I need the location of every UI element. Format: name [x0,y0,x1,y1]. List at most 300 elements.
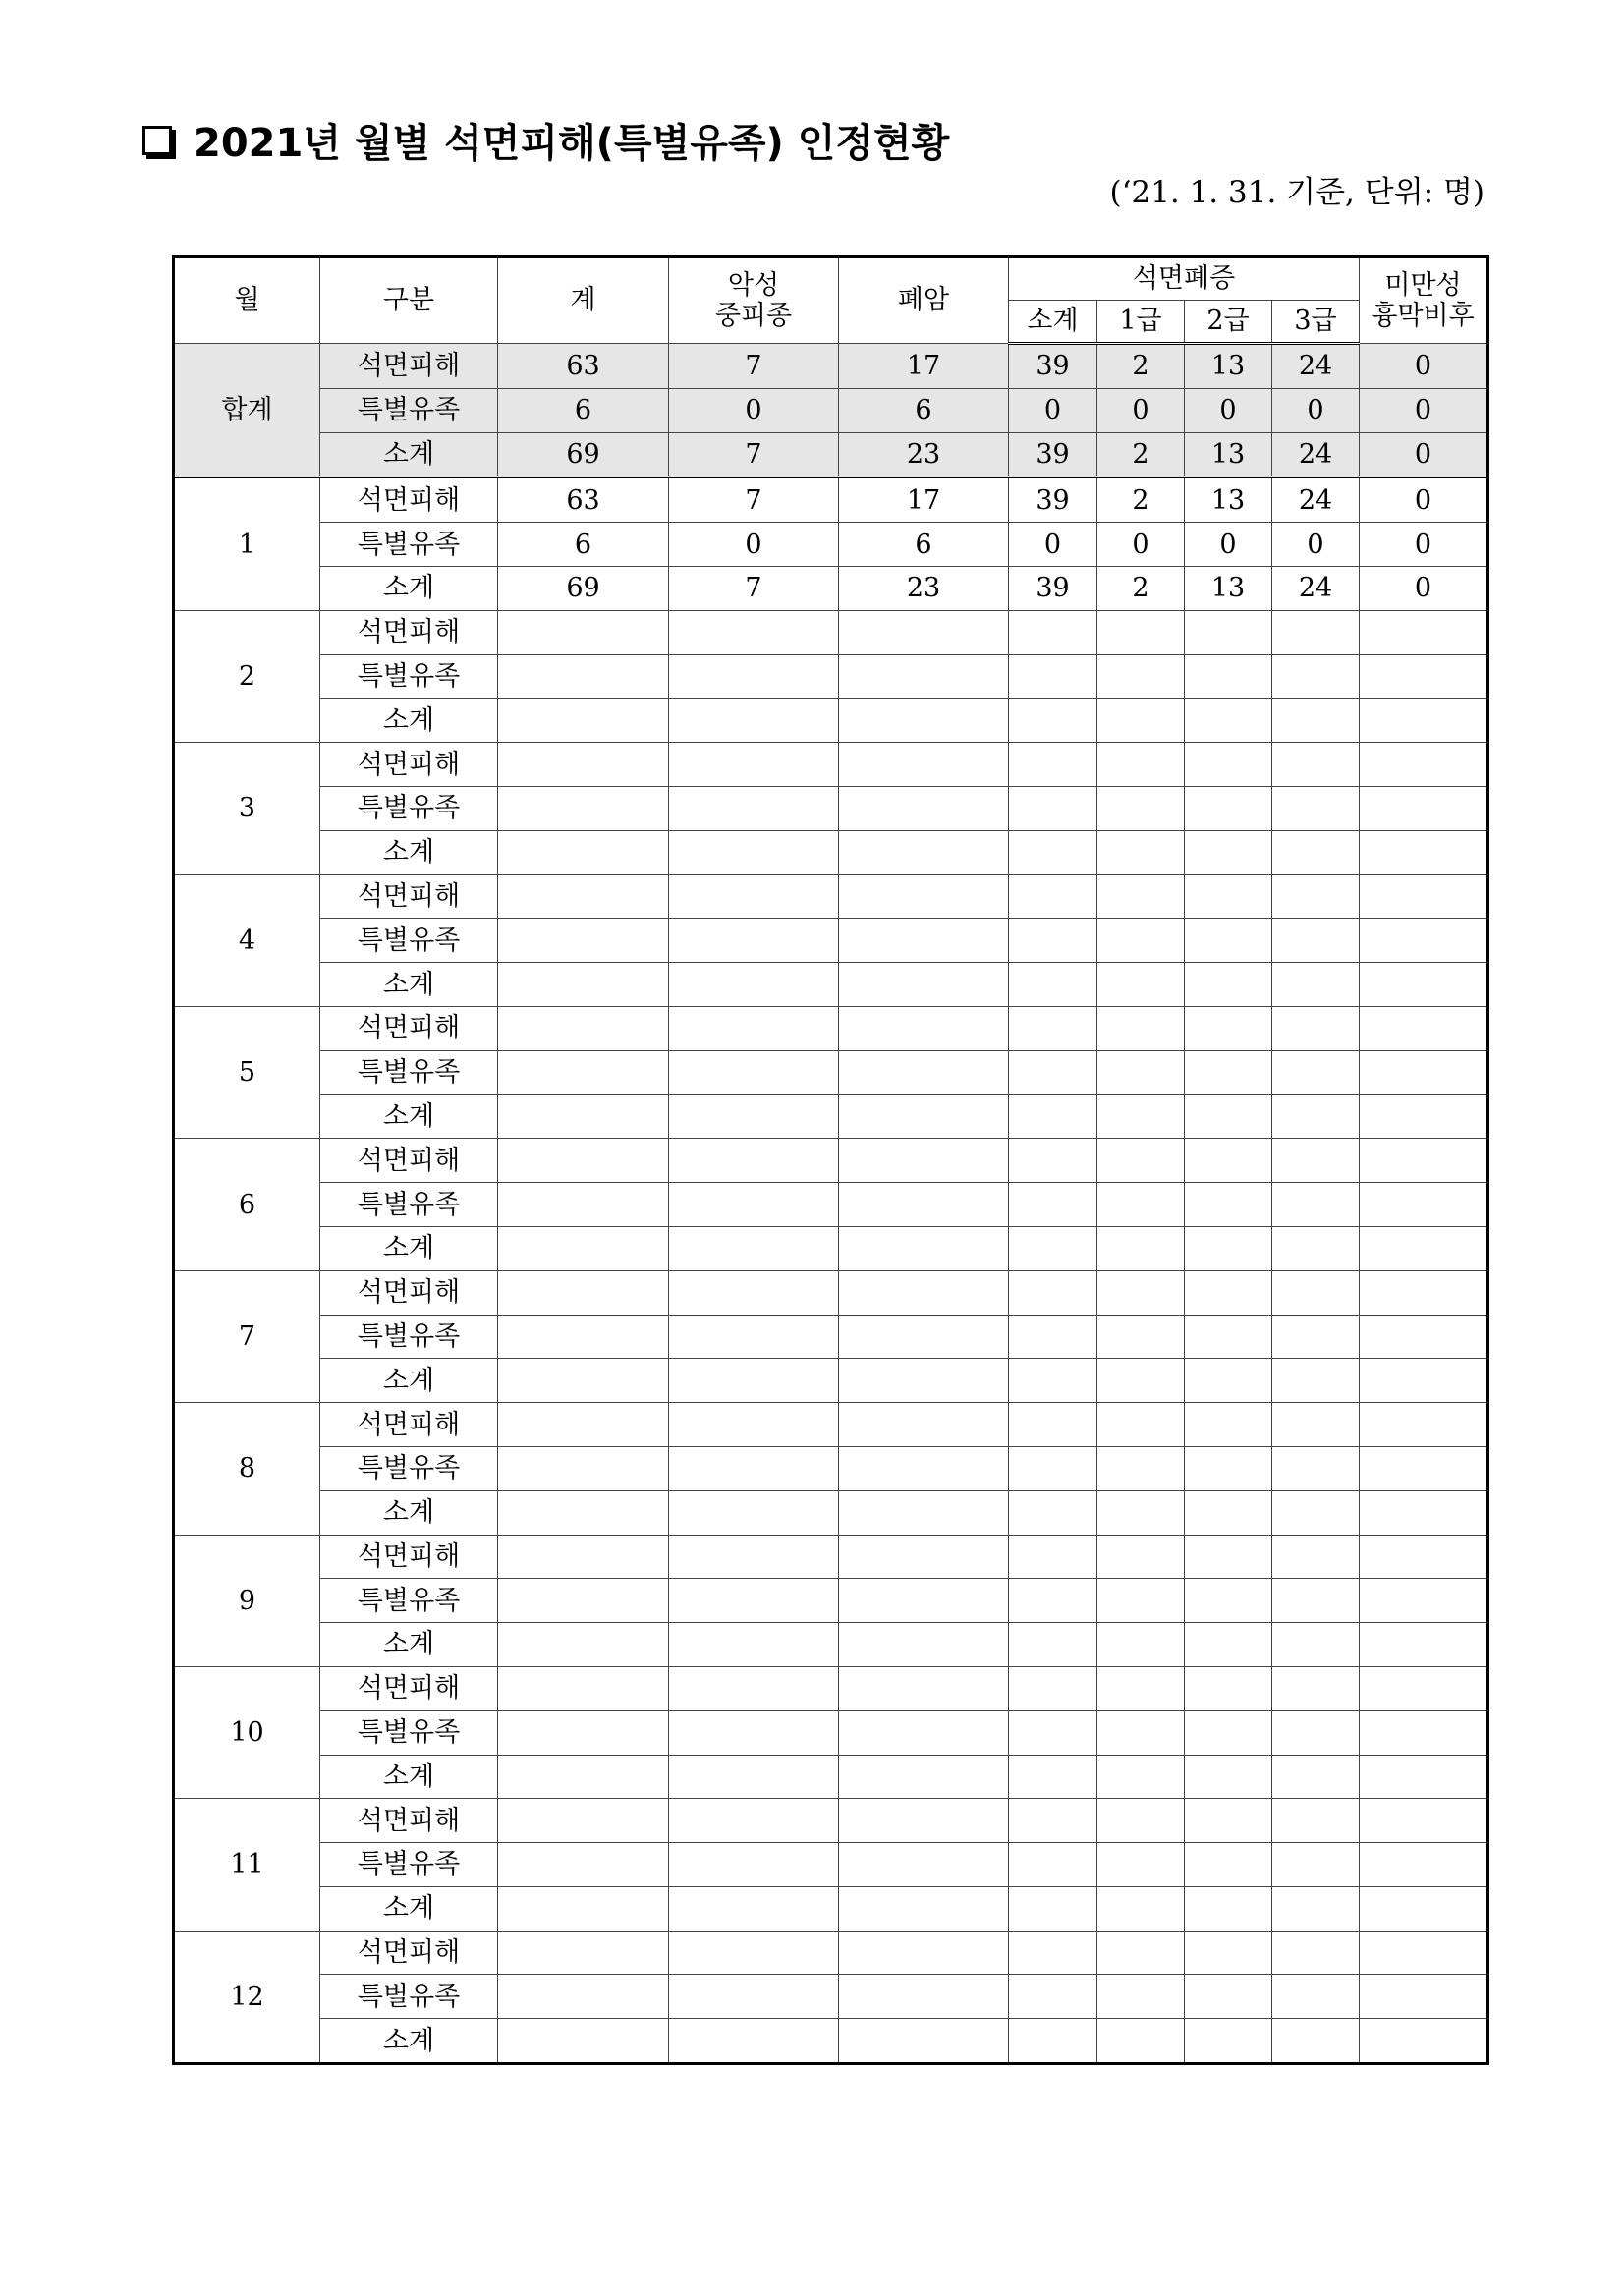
table-row [175,874,1487,919]
table-cell [669,1403,839,1447]
table-cell [1360,1490,1487,1535]
table-cell [669,1710,839,1755]
table-cell [1097,654,1185,699]
table-cell [1097,1226,1185,1270]
table-row [175,1183,1487,1227]
table-cell: 6 [839,523,1009,567]
table-cell [498,874,669,919]
table-cell [1009,699,1097,743]
table-cell [1272,963,1360,1007]
table-cell [1009,1446,1097,1490]
table-row [175,830,1487,874]
row-label: 특별유족 [320,786,498,830]
row-label: 소계 [320,1359,498,1403]
table-cell [1185,1359,1272,1403]
table-row [175,1755,1487,1799]
table-cell: 69 [498,566,669,610]
table-cell: 0 [1009,523,1097,567]
table-cell: 0 [669,523,839,567]
month-label: 3 [175,743,320,874]
table-cell [1272,1094,1360,1139]
table-cell: 39 [1009,344,1097,389]
table-cell [1185,1666,1272,1710]
table-cell: 23 [839,566,1009,610]
table-cell: 0 [1360,344,1487,389]
row-label: 소계 [320,699,498,743]
table-cell: 7 [669,566,839,610]
table-cell [669,654,839,699]
month-label: 5 [175,1006,320,1138]
row-label: 특별유족 [320,1843,498,1887]
table-cell [669,1931,839,1975]
table-cell: 0 [1360,432,1487,477]
table-cell: 2 [1097,477,1185,523]
table-cell [498,1270,669,1315]
table-cell [1009,1710,1097,1755]
table-cell [839,1315,1009,1359]
row-label: 석면피해 [320,1666,498,1710]
row-label: 석면피해 [320,1139,498,1183]
table-cell: 0 [1097,388,1185,432]
table-cell [669,1446,839,1490]
table-cell [669,1315,839,1359]
table-cell [1360,786,1487,830]
table-cell [1272,654,1360,699]
table-cell [1009,1226,1097,1270]
table-cell [1360,1535,1487,1579]
table-cell: 39 [1009,432,1097,477]
table-cell [1009,963,1097,1007]
header-month: 월 [175,258,320,344]
table-cell [498,1094,669,1139]
table-cell [1272,1359,1360,1403]
table-cell [1097,1755,1185,1799]
table-cell [839,1623,1009,1667]
table-cell [1360,1050,1487,1094]
table-cell: 17 [839,344,1009,389]
table-row [175,1843,1487,1887]
table-cell [1009,1359,1097,1403]
table-cell [669,1139,839,1183]
table-cell [1009,1050,1097,1094]
table-cell [839,963,1009,1007]
table-cell [1272,874,1360,919]
table-cell [1272,919,1360,963]
table-cell [1009,919,1097,963]
row-label: 특별유족 [320,1050,498,1094]
table-cell [1009,1623,1097,1667]
table-cell [1272,1006,1360,1050]
table-cell [1360,1183,1487,1227]
row-label: 특별유족 [320,1579,498,1623]
table-cell [839,699,1009,743]
table-cell [1360,654,1487,699]
table-cell: 0 [1272,523,1360,567]
header-asbestosis-grade3: 3급 [1272,301,1360,344]
table-cell: 0 [1360,523,1487,567]
table-row [175,1403,1487,1447]
table-cell: 69 [498,432,669,477]
table-cell: 2 [1097,566,1185,610]
row-label: 특별유족 [320,388,498,432]
table-cell [1185,699,1272,743]
table-cell [1097,1359,1185,1403]
table-body [175,344,1487,2063]
table-cell: 0 [1272,388,1360,432]
table-cell: 63 [498,477,669,523]
table-cell [498,1843,669,1887]
table-cell [1009,1315,1097,1359]
table-cell [498,919,669,963]
table-cell [498,699,669,743]
table-cell [1360,1315,1487,1359]
table-cell [1185,1403,1272,1447]
table-cell: 2 [1097,344,1185,389]
month-label: 6 [175,1139,320,1270]
table-cell [1272,1623,1360,1667]
row-label: 소계 [320,1755,498,1799]
table-cell [669,1799,839,1843]
table-cell [1360,830,1487,874]
table-cell [498,1446,669,1490]
table-cell [1272,1666,1360,1710]
table-cell: 13 [1185,432,1272,477]
table-cell [1185,1050,1272,1094]
table-cell [498,1050,669,1094]
table-cell [1097,1931,1185,1975]
table-cell [1272,743,1360,787]
table-row [175,1315,1487,1359]
table-cell [1272,699,1360,743]
table-row [175,1139,1487,1183]
row-label: 석면피해 [320,1403,498,1447]
table-cell [1097,1535,1185,1579]
table-cell [669,1050,839,1094]
table-row [175,610,1487,654]
table-cell [498,1359,669,1403]
table-cell [669,2019,839,2063]
table-cell [1009,1843,1097,1887]
month-label: 7 [175,1270,320,1402]
table-cell [839,874,1009,919]
table-cell [498,1931,669,1975]
table-cell: 0 [1360,477,1487,523]
table-cell [1097,1270,1185,1315]
table-cell [1097,1446,1185,1490]
table-cell [839,1666,1009,1710]
table-cell [839,2019,1009,2063]
table-cell [1360,1931,1487,1975]
table-cell [1009,1755,1097,1799]
table-cell [839,1579,1009,1623]
table-cell [1185,1975,1272,2019]
table-cell [498,1403,669,1447]
table-cell [1009,1535,1097,1579]
table-cell [1185,1579,1272,1623]
row-label: 석면피해 [320,1931,498,1975]
table-cell: 23 [839,432,1009,477]
table-row [175,1226,1487,1270]
table-cell [839,1050,1009,1094]
totals-label: 합계 [175,344,320,477]
table-cell [1185,786,1272,830]
table-cell [1360,1446,1487,1490]
table-cell [839,1755,1009,1799]
month-label: 8 [175,1403,320,1535]
table-cell [1360,1843,1487,1887]
row-label: 석면피해 [320,874,498,919]
table-cell [1097,743,1185,787]
table-cell: 2 [1097,432,1185,477]
table-cell [1097,1006,1185,1050]
table-cell [498,1623,669,1667]
table-row [175,477,1487,523]
table-cell [1360,1666,1487,1710]
table-cell [1009,1270,1097,1315]
table-cell [1185,1843,1272,1887]
table-cell [498,1975,669,2019]
row-label: 소계 [320,2019,498,2063]
row-label: 특별유족 [320,919,498,963]
table-cell [1097,1490,1185,1535]
table-cell: 0 [1185,523,1272,567]
table-cell [1360,1799,1487,1843]
table-cell [669,1975,839,2019]
table-cell [669,830,839,874]
table-row [175,743,1487,787]
table-row [175,1006,1487,1050]
table-cell [1185,1006,1272,1050]
table-cell [1097,1139,1185,1183]
date-unit-note: (‘21. 1. 31. 기준, 단위: 명) [1109,175,1484,210]
table-cell [1272,2019,1360,2063]
table-cell [1360,874,1487,919]
row-label: 특별유족 [320,523,498,567]
table-cell [1360,919,1487,963]
month-label: 4 [175,874,320,1006]
table-cell [669,1886,839,1931]
table-cell [498,1226,669,1270]
table-cell [839,1799,1009,1843]
table-cell [839,1359,1009,1403]
table-cell [839,1094,1009,1139]
table-cell [669,1579,839,1623]
row-label: 특별유족 [320,1183,498,1227]
table-row [175,654,1487,699]
table-cell [1097,1623,1185,1667]
table-row [175,1535,1487,1579]
table-cell [498,1886,669,1931]
table-cell [498,654,669,699]
table-cell [839,743,1009,787]
table-cell [839,830,1009,874]
table-cell [1097,1710,1185,1755]
table-row [175,1359,1487,1403]
table-cell [498,1755,669,1799]
table-cell [1097,2019,1185,2063]
table-cell [839,919,1009,963]
table-cell [1009,1886,1097,1931]
header-total: 계 [498,258,669,344]
table-row [175,1490,1487,1535]
table-cell: 0 [1185,388,1272,432]
table-cell [839,1931,1009,1975]
table-cell [1360,610,1487,654]
row-label: 소계 [320,963,498,1007]
table-cell [1097,1050,1185,1094]
row-label: 특별유족 [320,1446,498,1490]
table-cell [1272,610,1360,654]
table-cell [1185,830,1272,874]
table-cell [498,1006,669,1050]
table-cell: 39 [1009,566,1097,610]
header-lung-cancer: 폐암 [839,258,1009,344]
table-cell [1185,1226,1272,1270]
month-label: 12 [175,1931,320,2062]
table-cell [498,1490,669,1535]
table-cell [1009,1139,1097,1183]
table-cell [1360,1094,1487,1139]
table-cell: 17 [839,477,1009,523]
page-title [142,112,949,168]
table-cell: 24 [1272,344,1360,389]
table-cell [1360,1886,1487,1931]
table-cell: 0 [1360,566,1487,610]
row-label: 특별유족 [320,1975,498,2019]
table-cell [839,1403,1009,1447]
table-cell [839,1446,1009,1490]
table-cell [1009,1975,1097,2019]
table-row [175,1799,1487,1843]
table-cell [498,743,669,787]
table-cell [1360,2019,1487,2063]
table-cell [1360,1359,1487,1403]
table-cell [1009,786,1097,830]
table-cell [669,963,839,1007]
table-row [175,388,1487,432]
table-cell [669,699,839,743]
table-cell [498,1710,669,1755]
table-cell [1360,1270,1487,1315]
table-cell [1272,1799,1360,1843]
table-row [175,699,1487,743]
row-label: 석면피해 [320,610,498,654]
table-cell [1185,1755,1272,1799]
row-label: 특별유족 [320,1710,498,1755]
table-cell [1097,874,1185,919]
month-label: 10 [175,1666,320,1798]
table-cell [498,1183,669,1227]
table-cell [1360,1623,1487,1667]
table-cell: 6 [839,388,1009,432]
table-cell [1097,1843,1185,1887]
table-cell [1185,1490,1272,1535]
table-cell [1009,1403,1097,1447]
table-cell [669,1535,839,1579]
table-cell: 7 [669,477,839,523]
table-cell [1185,1139,1272,1183]
table-cell [669,743,839,787]
table-cell [669,1843,839,1887]
table-cell: 63 [498,344,669,389]
table-row [175,523,1487,567]
table-cell [1360,1006,1487,1050]
row-label: 소계 [320,830,498,874]
table-cell [1009,1183,1097,1227]
table-row [175,1931,1487,1975]
table-cell [498,2019,669,2063]
row-label: 소계 [320,1623,498,1667]
table-cell [1272,1886,1360,1931]
header-asbestosis: 석면폐증 [1009,258,1360,301]
table-cell [1185,1270,1272,1315]
table-row [175,786,1487,830]
table-cell [1097,1886,1185,1931]
table-cell [839,786,1009,830]
table-cell [1009,610,1097,654]
table-cell [1272,1490,1360,1535]
table-cell [1272,1446,1360,1490]
table-cell: 24 [1272,477,1360,523]
table-cell [669,919,839,963]
row-label: 소계 [320,566,498,610]
table-cell [1360,1139,1487,1183]
table-cell [498,610,669,654]
table-cell [1185,919,1272,963]
table-cell [1185,1094,1272,1139]
table-cell [1097,1666,1185,1710]
page-title-text: 2021년 월별 석면피해(특별유족) 인정현황 [194,121,950,166]
table-row [175,2019,1487,2063]
table-cell [1272,1535,1360,1579]
header-mesothelioma: 악성 중피종 [669,258,839,344]
table-cell [1185,610,1272,654]
table-cell [1272,1183,1360,1227]
table-row [175,963,1487,1007]
table-cell [839,1886,1009,1931]
row-label: 소계 [320,1886,498,1931]
header-asbestosis-grade2: 2급 [1185,301,1272,344]
table-cell [1272,786,1360,830]
row-label: 소계 [320,1490,498,1535]
header-asbestosis-grade1: 1급 [1097,301,1185,344]
table-cell [669,1270,839,1315]
table-cell [1360,1579,1487,1623]
table-cell [1360,1755,1487,1799]
table-cell [1097,699,1185,743]
table-cell: 7 [669,432,839,477]
table-cell [1097,610,1185,654]
table-cell [1009,1579,1097,1623]
row-label: 석면피해 [320,344,498,389]
table-cell [669,1490,839,1535]
month-label: 2 [175,610,320,742]
table-cell [498,1666,669,1710]
month-label: 9 [175,1535,320,1666]
table-cell [669,1755,839,1799]
table-cell [1272,1931,1360,1975]
table-cell [1097,830,1185,874]
table-cell [1009,1666,1097,1710]
table-cell [669,874,839,919]
table-cell [1360,1403,1487,1447]
table-cell [1097,1799,1185,1843]
table-cell [1185,1931,1272,1975]
table-cell [1272,1579,1360,1623]
header-pleural-thickening: 미만성 흉막비후 [1360,258,1487,344]
table-cell [1097,1315,1185,1359]
table-cell [1009,654,1097,699]
